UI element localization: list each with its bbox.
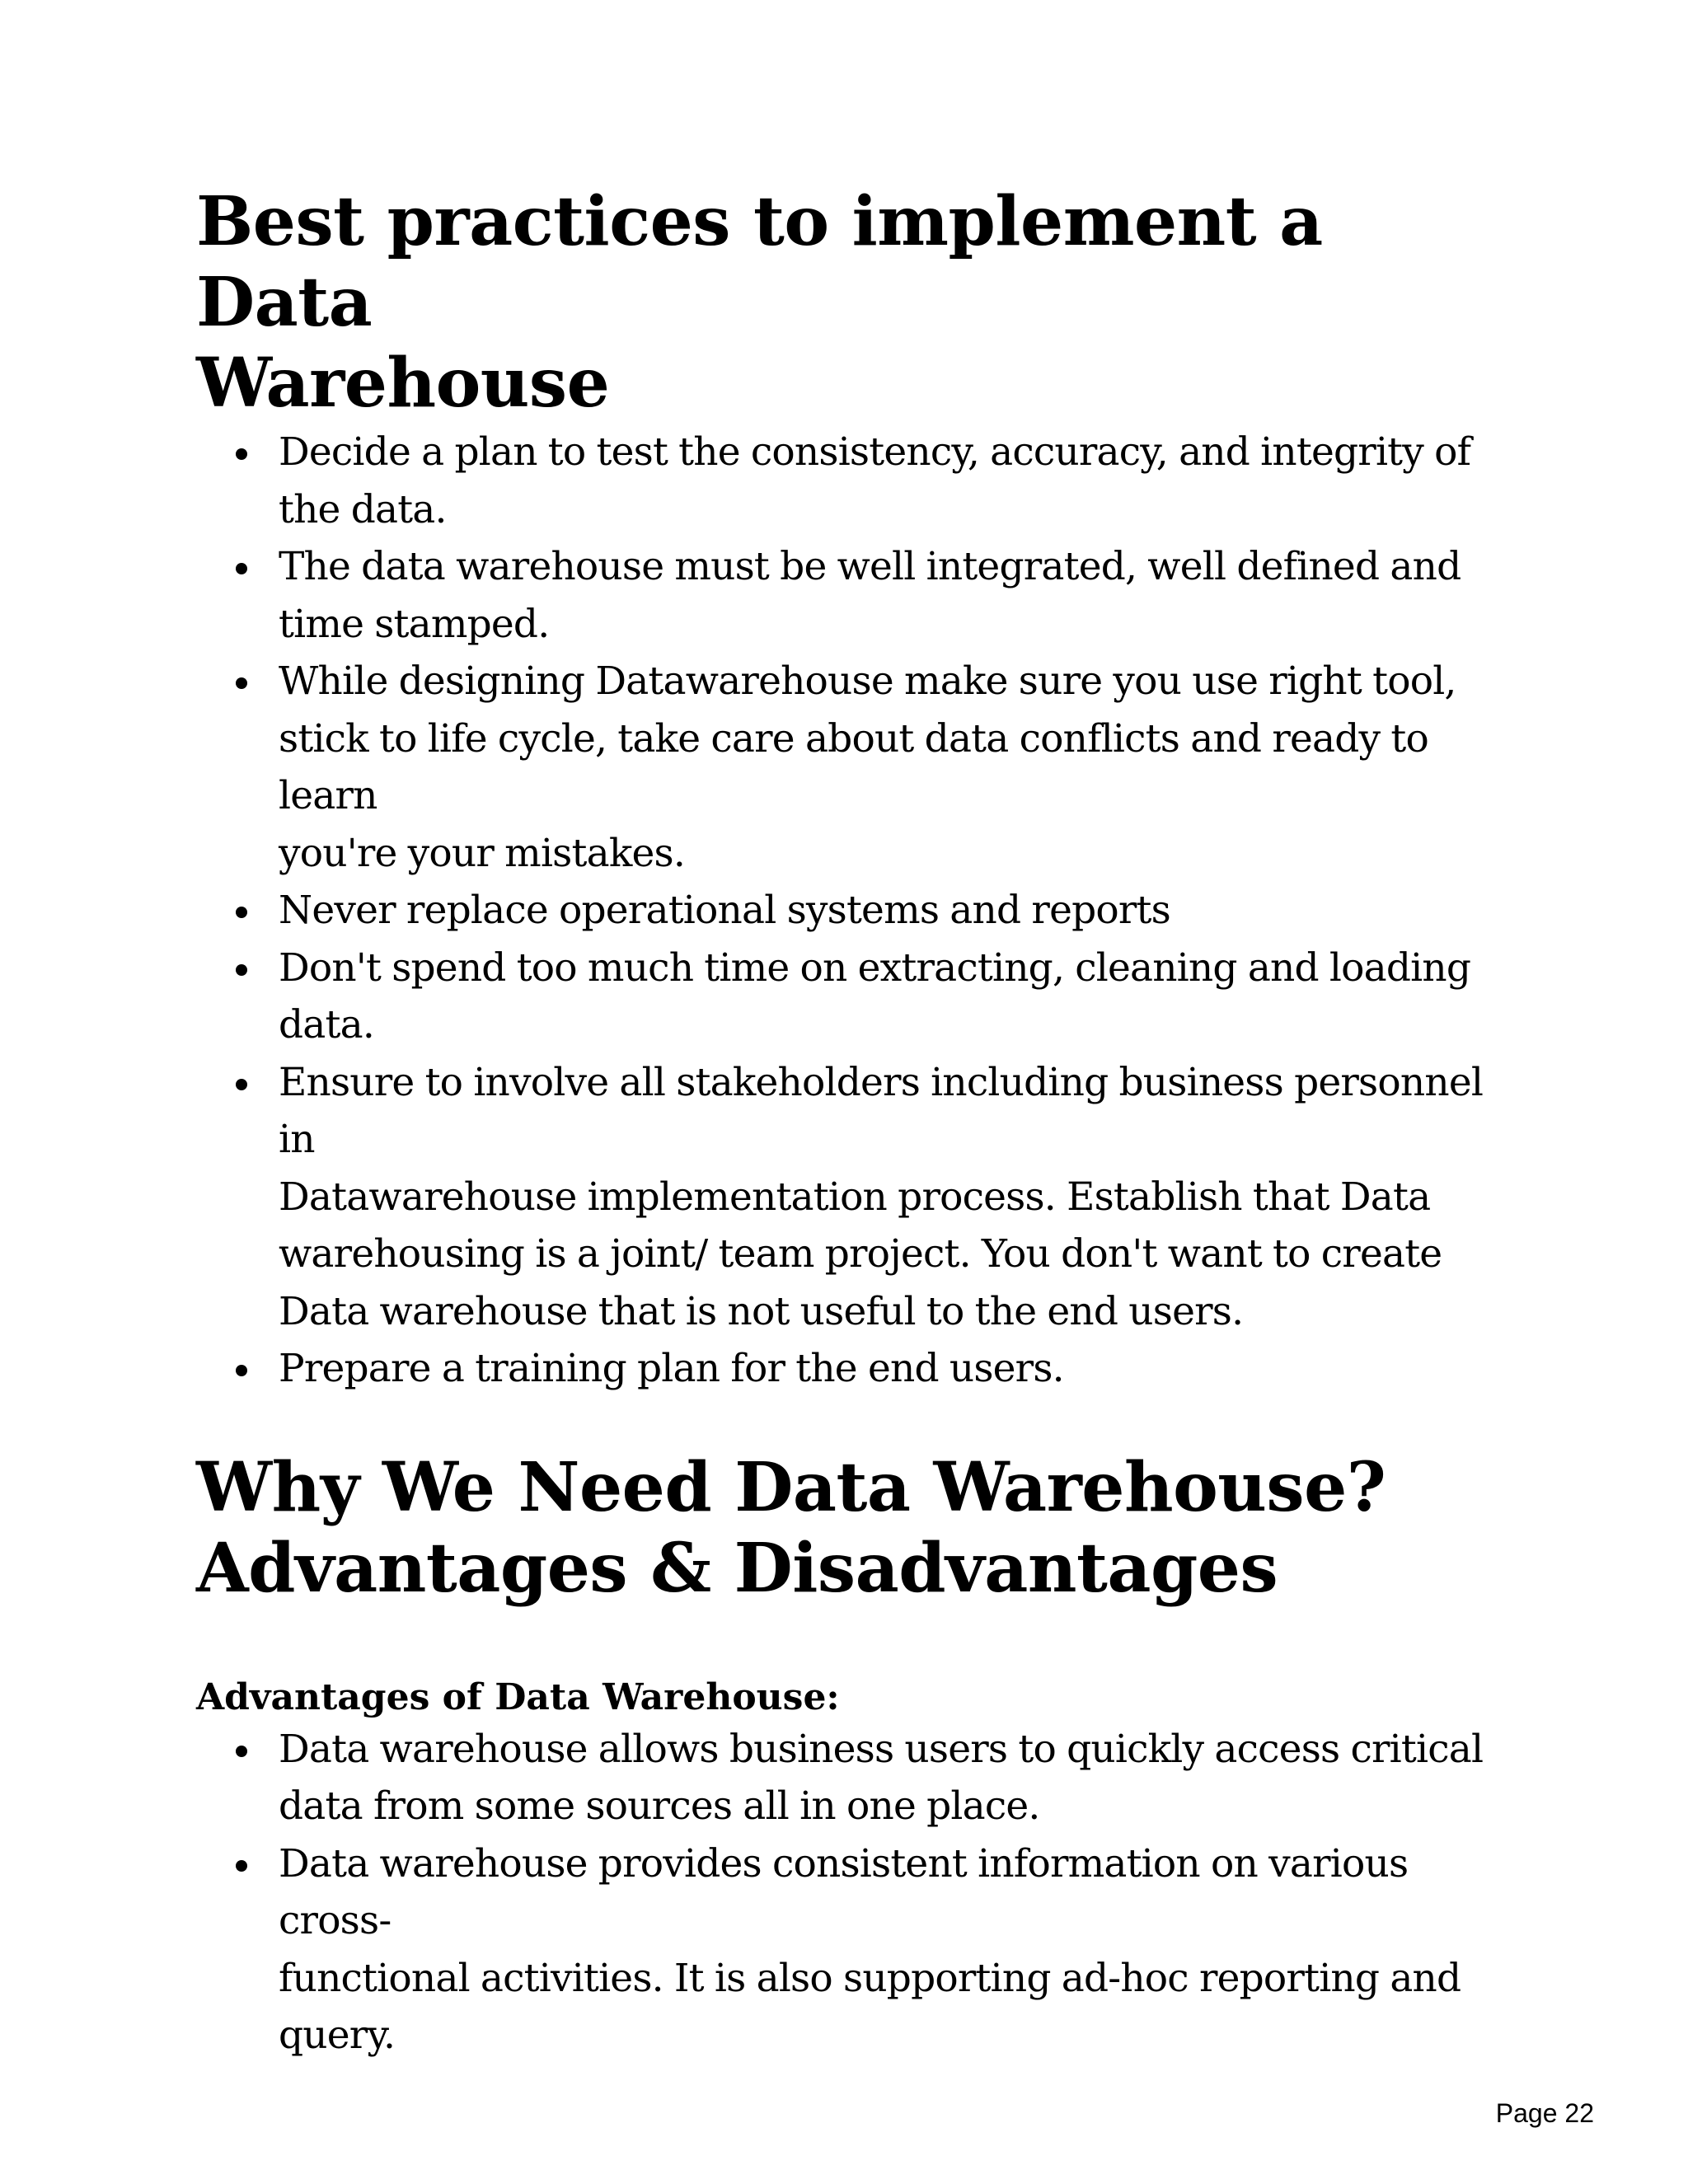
advantages-heading: Advantages of Data Warehouse: [196, 1675, 840, 1718]
list-item-line: the data. [279, 486, 447, 532]
list-item [196, 1340, 1507, 1398]
list-item-line: Don't spend too much time on extracting, cleaning and loading [279, 944, 1471, 991]
list-item-line: stick to life cycle, take care about data conflicts and ready to learn [279, 715, 1429, 818]
advantages-list [196, 1721, 1507, 2064]
bullet-icon [236, 964, 247, 976]
list-item-line: Decide a plan to test the consistency, accuracy, and integrity of [279, 429, 1471, 475]
bullet-icon [236, 1860, 247, 1872]
list-item [196, 1835, 1507, 2064]
list-item [196, 1721, 1507, 1835]
list-item-line: functional activities. It is also supporting ad-hoc reporting and [279, 1955, 1461, 2001]
title-line: Advantages & Disadvantages [196, 1528, 1278, 1608]
list-item-line: Ensure to involve all stakeholders including business personnel in [279, 1059, 1484, 1162]
list-item-line: While designing Datawarehouse make sure you use right tool, [279, 658, 1456, 704]
title-line: Best practices to implement a Data [196, 182, 1323, 342]
bullet-icon [236, 1746, 247, 1757]
list-item-line: data from some sources all in one place. [279, 1783, 1040, 1829]
page-number: Page 22 [1495, 2098, 1594, 2128]
list-item-line: data. [279, 1002, 374, 1047]
list-item [196, 882, 1507, 940]
list-item-line: query. [279, 2013, 396, 2058]
bullet-icon [236, 677, 247, 689]
bullet-icon [236, 448, 247, 460]
bullet-icon [236, 1079, 247, 1090]
list-item-line: The data warehouse must be well integrated, well defined and [279, 544, 1461, 589]
list-item-line: you're your mistakes. [279, 830, 685, 876]
list-item [196, 653, 1507, 882]
section-title-best-practices [196, 181, 1507, 424]
bullet-icon [236, 1365, 247, 1376]
list-item [196, 1054, 1507, 1341]
list-item [196, 538, 1507, 653]
list-item [196, 424, 1507, 538]
bullet-icon [236, 563, 247, 574]
list-item-line: time stamped. [279, 601, 550, 647]
section-title-why-data-warehouse [196, 1447, 1507, 1609]
list-item-line: Prepare a training plan for the end users. [279, 1346, 1064, 1391]
list-item-line: Data warehouse provides consistent information on various cross- [279, 1840, 1409, 1943]
best-practices-list [196, 424, 1507, 1398]
list-item-line: Data warehouse allows business users to quickly access critical [279, 1726, 1484, 1772]
list-item-line: Never replace operational systems and reports [279, 888, 1170, 933]
list-item-line: Data warehouse that is not useful to the end users. [279, 1288, 1244, 1334]
list-item-line: Datawarehouse implementation process. Establish that Data [279, 1174, 1431, 1220]
bullet-icon [236, 907, 247, 918]
list-item-line: warehousing is a joint/ team project. You don't want to create [279, 1231, 1442, 1277]
title-line: Why We Need Data Warehouse? [196, 1447, 1386, 1527]
title-line: Warehouse [196, 344, 610, 423]
page-content [196, 181, 1507, 2064]
list-item [196, 940, 1507, 1054]
